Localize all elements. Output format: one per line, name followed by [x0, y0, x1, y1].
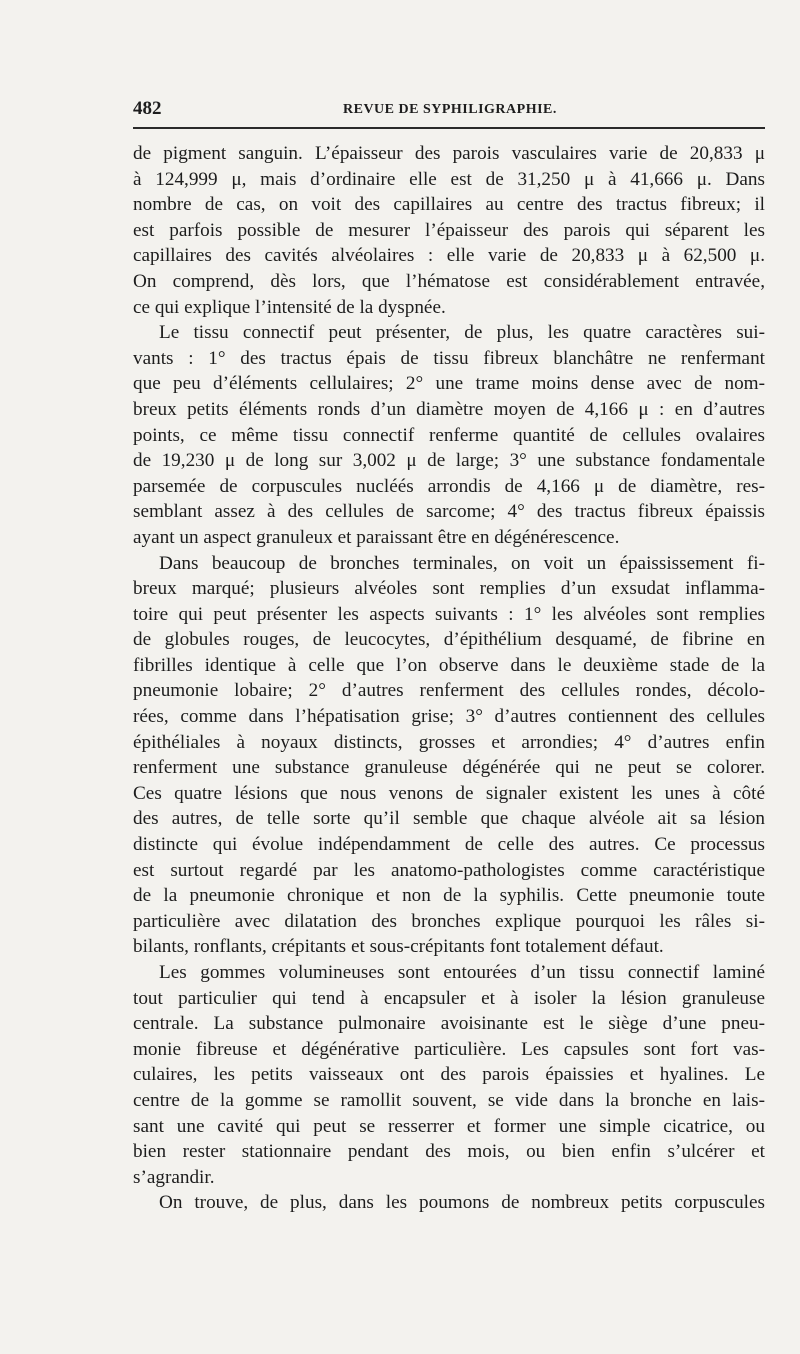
text-line: monie fibreuse et dégénérative particulière. Les capsules sont fort vas-: [133, 1038, 765, 1060]
text-line: semblant assez à des cellules de sarcome; 4° des tractus fibreux épaissis: [133, 501, 765, 523]
text-line: breux petits éléments ronds d’un diamètre moyen de 4,166 μ : en d’autres: [133, 398, 765, 420]
text-line: culaires, les petits vaisseaux ont des parois épaissies et hyalines. Le: [133, 1064, 765, 1086]
running-title: REVUE DE SYPHILIGRAPHIE.: [343, 102, 557, 117]
text-line: est surtout regardé par les anatomo-pathologistes comme caractéristique: [133, 859, 765, 881]
text-line: Ces quatre lésions que nous venons de signaler existent les unes à côté: [133, 782, 765, 804]
text-line: épithéliales à noyaux distincts, grosses et arrondies; 4° d’autres enfin: [133, 731, 765, 753]
text-line: Le tissu connectif peut présenter, de plus, les quatre caractères sui-: [159, 322, 765, 344]
header-rule: [133, 127, 765, 129]
text-line: est parfois possible de mesurer l’épaisseur des parois qui séparent les: [133, 219, 765, 241]
text-line: distincte qui évolue indépendamment de celle des autres. Ce processus: [133, 834, 765, 856]
text-line: de 19,230 μ de long sur 3,002 μ de large; 3° une substance fondamentale: [133, 450, 765, 472]
text-line: ayant un aspect granuleux et paraissant être en dégénérescence.: [133, 526, 620, 548]
text-line: fibrilles identique à celle que l’on observe dans le deuxième stade de la: [133, 654, 765, 676]
text-line: pneumonie lobaire; 2° d’autres renferment des cellules rondes, décolo-: [133, 680, 765, 702]
text-line: particulière avec dilatation des bronches explique pourquoi les râles si-: [133, 910, 765, 932]
paragraph: [133, 1190, 765, 1216]
text-line: breux marqué; plusieurs alvéoles sont remplies d’un exsudat inflamma-: [133, 578, 765, 600]
text-line: bilants, ronflants, crépitants et sous-crépitants font totalement défaut.: [133, 936, 664, 958]
paragraph: [133, 960, 765, 1190]
text-line: centre de la gomme se ramollit souvent, se vide dans la bronche en lais-: [133, 1089, 765, 1111]
text-line: tout particulier qui tend à encapsuler et à isoler la lésion granuleuse: [133, 987, 765, 1009]
text-line: points, ce même tissu connectif renferme quantité de cellules ovalaires: [133, 424, 765, 446]
text-line: renferment une substance granuleuse dégénérée qui ne peut se colorer.: [133, 757, 765, 779]
text-line: de pigment sanguin. L’épaisseur des parois vasculaires varie de 20,833 μ: [133, 143, 765, 164]
text-line: On trouve, de plus, dans les poumons de nombreux petits corpuscules: [159, 1192, 765, 1214]
text-line: rées, comme dans l’hépatisation grise; 3° d’autres contiennent des cellules: [133, 706, 765, 728]
text-line: toire qui peut présenter les aspects suivants : 1° les alvéoles sont remplies: [133, 603, 765, 625]
text-line: s’agrandir.: [133, 1166, 215, 1188]
paragraph: [133, 141, 765, 320]
page-header: [133, 98, 765, 126]
text-line: à 124,999 μ, mais d’ordinaire elle est de 31,250 μ à 41,666 μ. Dans: [133, 168, 765, 190]
text-line: parsemée de corpuscules nucléés arrondis de 4,166 μ de diamètre, res-: [133, 475, 765, 497]
text-line: nombre de cas, on voit des capillaires au centre des tractus fibreux; il: [133, 194, 765, 216]
text-line: Dans beaucoup de bronches terminales, on voit un épaississement fi-: [159, 552, 765, 574]
text-line: bien rester stationnaire pendant des mois, ou bien enfin s’ulcérer et: [133, 1141, 765, 1163]
text-line: centrale. La substance pulmonaire avoisinante est le siège d’une pneu-: [133, 1013, 765, 1035]
text-line: capillaires des cavités alvéolaires : elle varie de 20,833 μ à 62,500 μ.: [133, 245, 765, 267]
page-number: 482: [133, 98, 162, 119]
text-line: ce qui explique l’intensité de la dyspnée.: [133, 296, 446, 318]
text-line: sant une cavité qui peut se resserrer et former une simple cicatrice, ou: [133, 1115, 765, 1137]
paragraph: [133, 551, 765, 961]
body-text: [133, 141, 765, 1216]
text-line: vants : 1° des tractus épais de tissu fibreux blanchâtre ne renfermant: [133, 347, 765, 369]
text-line: de globules rouges, de leucocytes, d’épithélium desquamé, de fibrine en: [133, 629, 765, 651]
text-line: Les gommes volumineuses sont entourées d’un tissu connectif laminé: [159, 962, 765, 983]
text-line: de la pneumonie chronique et non de la syphilis. Cette pneumonie toute: [133, 885, 765, 907]
paragraph: [133, 320, 765, 550]
text-line: que peu d’éléments cellulaires; 2° une trame moins dense avec de nom-: [133, 373, 765, 395]
text-line: On comprend, dès lors, que l’hématose est considérablement entravée,: [133, 270, 765, 292]
text-line: des autres, de telle sorte qu’il semble que chaque alvéole ait sa lésion: [133, 808, 765, 830]
